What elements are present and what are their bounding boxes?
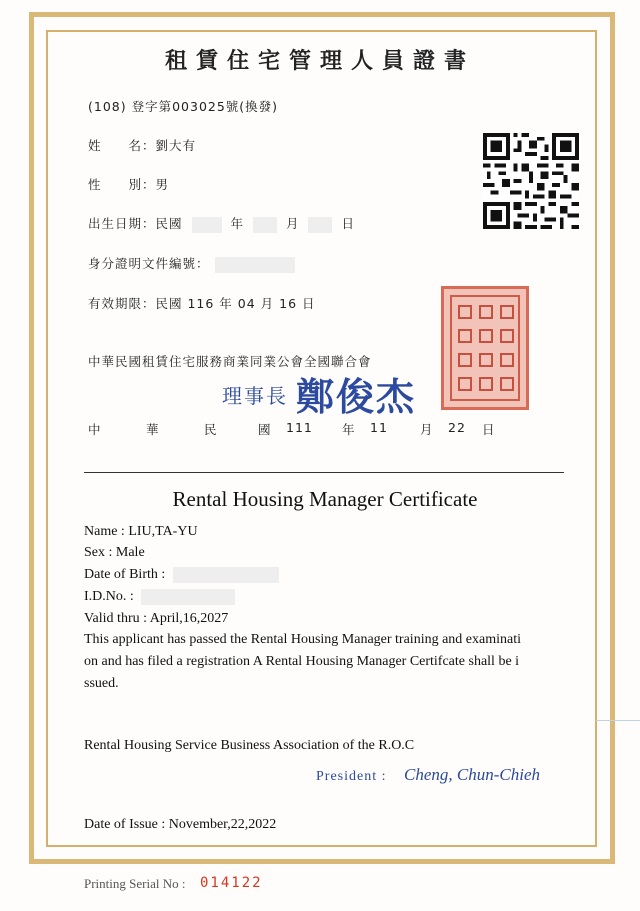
- name-row: [88, 136, 196, 154]
- issue-date-zh-c3: 民: [204, 422, 218, 437]
- name-label: 姓 名：: [88, 138, 156, 153]
- issue-year-zh: 111: [286, 420, 313, 435]
- name-value: 劉大有: [155, 138, 197, 153]
- seal-glyph: [458, 329, 472, 343]
- president-signature-zh: 鄭俊杰: [296, 375, 417, 419]
- dob-en-redaction: [173, 567, 279, 583]
- dob-year-redaction: [192, 217, 222, 233]
- issue-day-zh: 22: [448, 420, 466, 435]
- seal-glyph: [500, 353, 514, 367]
- seal-glyph: [479, 353, 493, 367]
- seal-glyph: [500, 329, 514, 343]
- id-row: [88, 254, 295, 273]
- english-title: Rental Housing Manager Certificate: [172, 487, 478, 511]
- id-en-row: [84, 589, 235, 605]
- dob-day-redaction: [308, 217, 332, 233]
- issue-month-zh: 11: [370, 420, 388, 435]
- chinese-title: 租賃住宅管理人員證書: [164, 48, 475, 74]
- serial-number: 014122: [200, 875, 263, 891]
- dob-day-unit: 日: [341, 216, 355, 231]
- valid-thru-zh: 有效期限：民國 116 年 04 月 16 日: [88, 296, 316, 311]
- issue-date-zh-c2: 華: [146, 422, 160, 437]
- sex-label: 性 別：: [88, 177, 156, 192]
- issue-day-unit-zh: 日: [482, 422, 496, 437]
- issue-year-unit-zh: 年: [342, 422, 356, 437]
- issue-month-unit-zh: 月: [420, 422, 434, 437]
- dob-en-row: [84, 567, 279, 583]
- seal-glyph: [479, 305, 493, 319]
- issue-date-en: Date of Issue : November,22,2022: [84, 817, 277, 832]
- seal-glyph: [458, 305, 472, 319]
- qr-code-icon: [483, 133, 579, 229]
- issue-date-zh-c4: 國: [258, 422, 272, 437]
- edge-mark: [596, 720, 640, 721]
- id-en-label: I.D.No. :: [84, 589, 134, 605]
- president-title-zh: 理事長: [222, 384, 288, 408]
- id-en-redaction: [141, 589, 235, 605]
- id-redaction: [215, 257, 295, 273]
- dob-row: [88, 214, 355, 233]
- seal-glyph: [458, 353, 472, 367]
- dob-month-unit: 月: [285, 216, 300, 231]
- seal-glyph: [479, 329, 493, 343]
- seal-inner-border: [450, 295, 520, 401]
- dob-month-redaction: [253, 217, 277, 233]
- serial-label: Printing Serial No :: [84, 876, 186, 891]
- dob-en-label: Date of Birth :: [84, 567, 166, 583]
- id-label: 身分證明文件編號：: [88, 256, 210, 271]
- sex-value: 男: [155, 177, 170, 192]
- seal-glyph: [458, 377, 472, 391]
- valid-thru-en: Valid thru : April,16,2027: [84, 611, 229, 626]
- body-line-1: This applicant has passed the Rental Housing Manager training and examinati: [84, 632, 521, 647]
- president-label-en: President :: [316, 769, 387, 784]
- association-en: Rental Housing Service Business Association of the R.O.C: [84, 738, 415, 753]
- sex-row: [88, 175, 169, 193]
- body-line-3: ssued.: [84, 676, 119, 691]
- issue-date-zh-c1: 中: [88, 422, 102, 437]
- seal-glyph: [479, 377, 493, 391]
- sex-en: Sex : Male: [84, 545, 145, 560]
- dob-year-unit: 年: [230, 216, 244, 231]
- name-en: Name : LIU,TA-YU: [84, 524, 198, 539]
- president-signature-en: Cheng, Chun-Chieh: [404, 765, 540, 784]
- seal-glyph: [500, 377, 514, 391]
- dob-label: 出生日期：民國: [88, 216, 183, 231]
- seal-glyph: [500, 305, 514, 319]
- section-divider: [84, 472, 564, 473]
- body-line-2: on and has filed a registration A Rental Housing Manager Certifcate shall be i: [84, 654, 520, 669]
- certificate-number: (108) 登字第003025號(換發): [88, 99, 279, 114]
- association-zh: 中華民國租賃住宅服務商業同業公會全國聯合會: [88, 354, 372, 369]
- official-seal-icon: [441, 286, 529, 410]
